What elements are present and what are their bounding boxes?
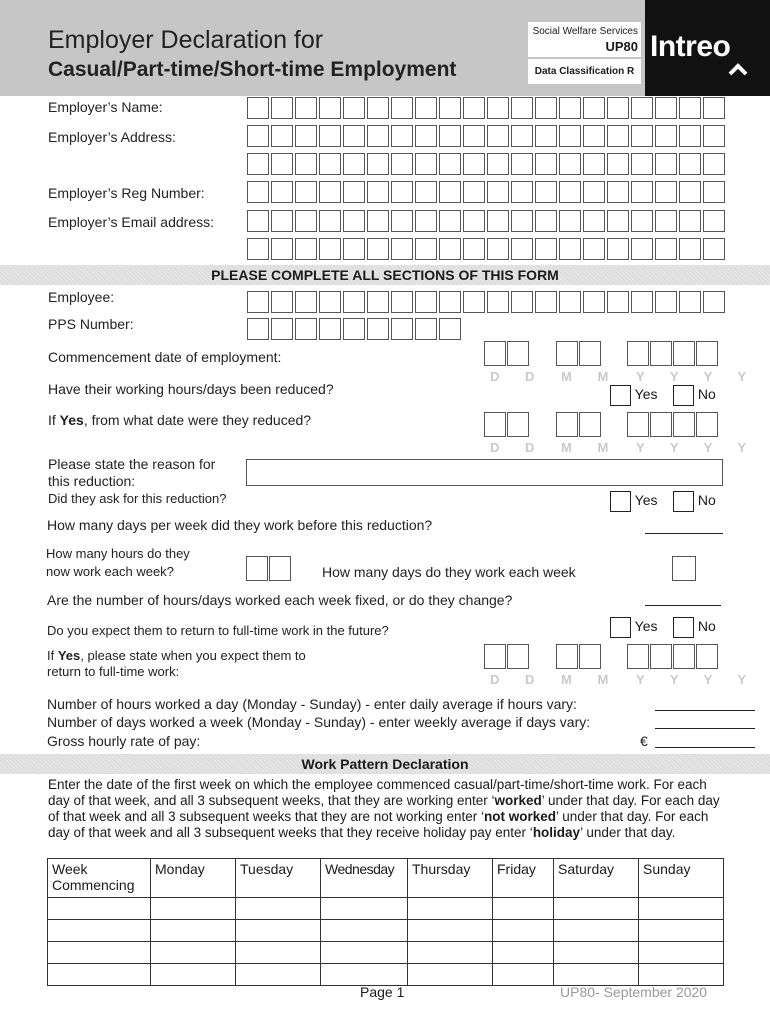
no-text: No xyxy=(697,386,716,403)
reduced-yyyy-placeholder: Y Y Y Y xyxy=(636,440,758,455)
form-version: UP80- September 2020 xyxy=(560,984,708,1000)
employer-email-field-1[interactable] xyxy=(247,210,727,232)
reduced-date-label xyxy=(48,412,311,428)
asked-yes-option[interactable] xyxy=(610,491,657,512)
return-yes-checkbox[interactable] xyxy=(610,617,631,638)
work-pattern-instructions xyxy=(48,777,728,841)
asked-no-checkbox[interactable] xyxy=(673,491,694,512)
not-worked-emphasis: not worked xyxy=(484,809,557,824)
col-sunday: Sunday xyxy=(639,859,724,898)
holiday-emphasis: holiday xyxy=(532,825,581,840)
return-month-field[interactable] xyxy=(556,644,602,669)
table-cell[interactable] xyxy=(639,942,724,964)
table-cell[interactable] xyxy=(554,898,639,920)
return-question: Do you expect them to return to full-time work in the future? xyxy=(47,623,389,638)
yes-text: Yes xyxy=(634,618,658,635)
department-name: Social Welfare Services xyxy=(532,26,638,37)
commencement-year-field[interactable] xyxy=(627,341,719,366)
data-classification: Data Classification R xyxy=(534,66,635,77)
employer-address-label: Employer’s Address: xyxy=(48,129,176,145)
days-week-label: Number of days worked a week (Monday - Sunday) - enter weekly average if days vary: xyxy=(47,714,591,730)
days-before-question: How many days per week did they work before this reduction? xyxy=(47,517,433,533)
instructions-text-4: ’ under that day. xyxy=(580,825,676,840)
commencement-dd-placeholder: D D xyxy=(490,369,546,384)
reduced-question: Have their working hours/days been reduced? xyxy=(48,381,334,397)
commencement-yyyy-placeholder: Y Y Y Y xyxy=(636,369,758,384)
reduced-dd-placeholder: D D xyxy=(490,440,546,455)
table-cell[interactable] xyxy=(151,898,236,920)
hours-now-label-2: now work each week? xyxy=(46,564,174,579)
table-row xyxy=(48,942,724,964)
return-when-text: , please state when you expect them to xyxy=(80,648,306,663)
commencement-label: Commencement date of employment: xyxy=(48,349,282,365)
table-cell[interactable] xyxy=(554,964,639,986)
table-cell[interactable] xyxy=(321,964,408,986)
form-title-line1: Employer Declaration for xyxy=(48,26,324,54)
table-row xyxy=(48,920,724,942)
table-row xyxy=(48,964,724,986)
table-cell[interactable] xyxy=(639,898,724,920)
instructions-text-1: Enter the date of the first week on which the employee commenced casual/part-time/short-time work. For each day of that week, and all 3 subsequent weeks, that they are working enter ‘ xyxy=(48,777,707,808)
table-cell[interactable] xyxy=(151,920,236,942)
days-week-input[interactable] xyxy=(655,727,755,729)
employer-name-field[interactable] xyxy=(247,97,727,119)
employer-reg-label: Employer’s Reg Number: xyxy=(48,185,205,201)
table-cell[interactable] xyxy=(554,920,639,942)
return-mm-placeholder: M M xyxy=(561,672,620,687)
reduced-date-text: , from what date were they reduced? xyxy=(83,412,312,428)
table-cell[interactable] xyxy=(408,942,493,964)
asked-question: Did they ask for this reduction? xyxy=(48,491,227,506)
reduced-yes-option[interactable] xyxy=(610,385,657,406)
asked-yes-checkbox[interactable] xyxy=(610,491,631,512)
logo-text: Intreo xyxy=(650,30,731,63)
table-cell[interactable] xyxy=(151,942,236,964)
work-pattern-title: Work Pattern Declaration xyxy=(301,756,469,772)
table-cell[interactable] xyxy=(48,964,151,986)
table-cell[interactable] xyxy=(48,898,151,920)
form-title-line2: Casual/Part-time/Short-time Employment xyxy=(48,58,457,81)
table-row xyxy=(48,898,724,920)
col-friday: Friday xyxy=(493,859,554,898)
table-cell[interactable] xyxy=(493,964,554,986)
table-cell[interactable] xyxy=(321,942,408,964)
commencement-month-field[interactable] xyxy=(556,341,602,366)
reason-label-1: Please state the reason for xyxy=(48,456,216,472)
days-now-question: How many days do they work each week xyxy=(322,564,576,580)
gross-rate-input[interactable] xyxy=(655,746,755,748)
gross-rate-label: Gross hourly rate of pay: xyxy=(47,733,201,749)
table-cell[interactable] xyxy=(639,920,724,942)
reduced-no-option[interactable] xyxy=(673,385,716,406)
table-cell[interactable] xyxy=(236,964,321,986)
table-cell[interactable] xyxy=(48,942,151,964)
employee-name-field[interactable] xyxy=(247,291,727,313)
return-year-field[interactable] xyxy=(627,644,719,669)
employer-address-field-2[interactable] xyxy=(247,153,727,175)
work-pattern-table xyxy=(47,858,724,986)
reason-input[interactable] xyxy=(246,459,723,486)
col-monday: Monday xyxy=(151,859,236,898)
return-when-label-1 xyxy=(47,648,306,663)
table-cell[interactable] xyxy=(639,964,724,986)
instructions-text-2: ’ under that day. For each day of that week and all 3 subsequent weeks that they are not working enter ‘ xyxy=(48,793,720,824)
asked-no-option[interactable] xyxy=(673,491,716,512)
return-dd-placeholder: D D xyxy=(490,672,546,687)
employer-email-label: Employer’s Email address: xyxy=(48,214,214,230)
table-cell[interactable] xyxy=(493,898,554,920)
table-cell[interactable] xyxy=(48,920,151,942)
reduced-day-field[interactable] xyxy=(484,412,530,437)
table-cell[interactable] xyxy=(493,920,554,942)
reduced-no-checkbox[interactable] xyxy=(673,385,694,406)
no-text: No xyxy=(697,492,716,509)
page-number: Page 1 xyxy=(360,984,405,1000)
return-when-label-2: return to full-time work: xyxy=(47,664,180,679)
col-wednesday: Wednesday xyxy=(321,859,408,898)
employer-address-field-1[interactable] xyxy=(247,125,727,147)
table-cell[interactable] xyxy=(236,898,321,920)
table-cell[interactable] xyxy=(493,942,554,964)
if-text: If xyxy=(48,412,60,428)
employer-name-label: Employer’s Name: xyxy=(48,99,163,115)
col-week-commencing: Week Commencing xyxy=(48,859,151,898)
commencement-day-field[interactable] xyxy=(484,341,530,366)
logo-mark-icon xyxy=(728,62,748,76)
hours-now-label-1: How many hours do they xyxy=(46,546,190,561)
hours-day-input[interactable] xyxy=(655,709,755,711)
yes-text: Yes xyxy=(634,386,658,403)
reason-label-2: this reduction: xyxy=(48,473,136,489)
col-saturday: Saturday xyxy=(554,859,639,898)
yes-emphasis: Yes xyxy=(59,412,84,428)
worked-emphasis: worked xyxy=(494,793,542,808)
return-day-field[interactable] xyxy=(484,644,530,669)
hours-now-field[interactable] xyxy=(246,556,292,581)
return-no-option[interactable] xyxy=(673,617,716,638)
fixed-input[interactable] xyxy=(645,604,721,606)
table-cell[interactable] xyxy=(408,898,493,920)
days-now-field[interactable] xyxy=(672,556,696,581)
euro-symbol: € xyxy=(640,733,648,749)
return-no-checkbox[interactable] xyxy=(673,617,694,638)
instructions-text-3: ’ under that day. For each day of that week and all 3 subsequent weeks that they receive holiday pay enter ‘ xyxy=(48,809,709,840)
fixed-question: Are the number of hours/days worked each week fixed, or do they change? xyxy=(47,592,513,608)
table-header-row xyxy=(48,859,724,898)
col-thursday: Thursday xyxy=(408,859,493,898)
hours-day-label: Number of hours worked a day (Monday - Sunday) - enter daily average if hours vary: xyxy=(47,696,577,712)
table-cell[interactable] xyxy=(408,920,493,942)
reduced-year-field[interactable] xyxy=(627,412,719,437)
employer-reg-field[interactable] xyxy=(247,181,727,203)
table-cell[interactable] xyxy=(321,920,408,942)
table-cell[interactable] xyxy=(236,942,321,964)
days-before-input[interactable] xyxy=(645,532,723,534)
return-yes-option[interactable] xyxy=(610,617,657,638)
reduced-yes-checkbox[interactable] xyxy=(610,385,631,406)
employee-label: Employee: xyxy=(48,289,115,305)
pps-label: PPS Number: xyxy=(48,316,134,332)
yes-emphasis: Yes xyxy=(57,648,81,663)
commencement-mm-placeholder: M M xyxy=(561,369,620,384)
banner-text: PLEASE COMPLETE ALL SECTIONS OF THIS FORM xyxy=(211,267,559,283)
return-yyyy-placeholder: Y Y Y Y xyxy=(636,672,758,687)
if-text: If xyxy=(47,648,58,663)
table-cell[interactable] xyxy=(151,964,236,986)
yes-text: Yes xyxy=(634,492,658,509)
table-cell[interactable] xyxy=(554,942,639,964)
col-tuesday: Tuesday xyxy=(236,859,321,898)
no-text: No xyxy=(697,618,716,635)
reduced-mm-placeholder: M M xyxy=(561,440,620,455)
form-code: UP80 xyxy=(605,39,638,54)
table-cell[interactable] xyxy=(321,898,408,920)
table-cell[interactable] xyxy=(408,964,493,986)
pps-field[interactable] xyxy=(247,318,463,340)
table-cell[interactable] xyxy=(236,920,321,942)
reduced-month-field[interactable] xyxy=(556,412,602,437)
employer-email-field-2[interactable] xyxy=(247,238,727,260)
